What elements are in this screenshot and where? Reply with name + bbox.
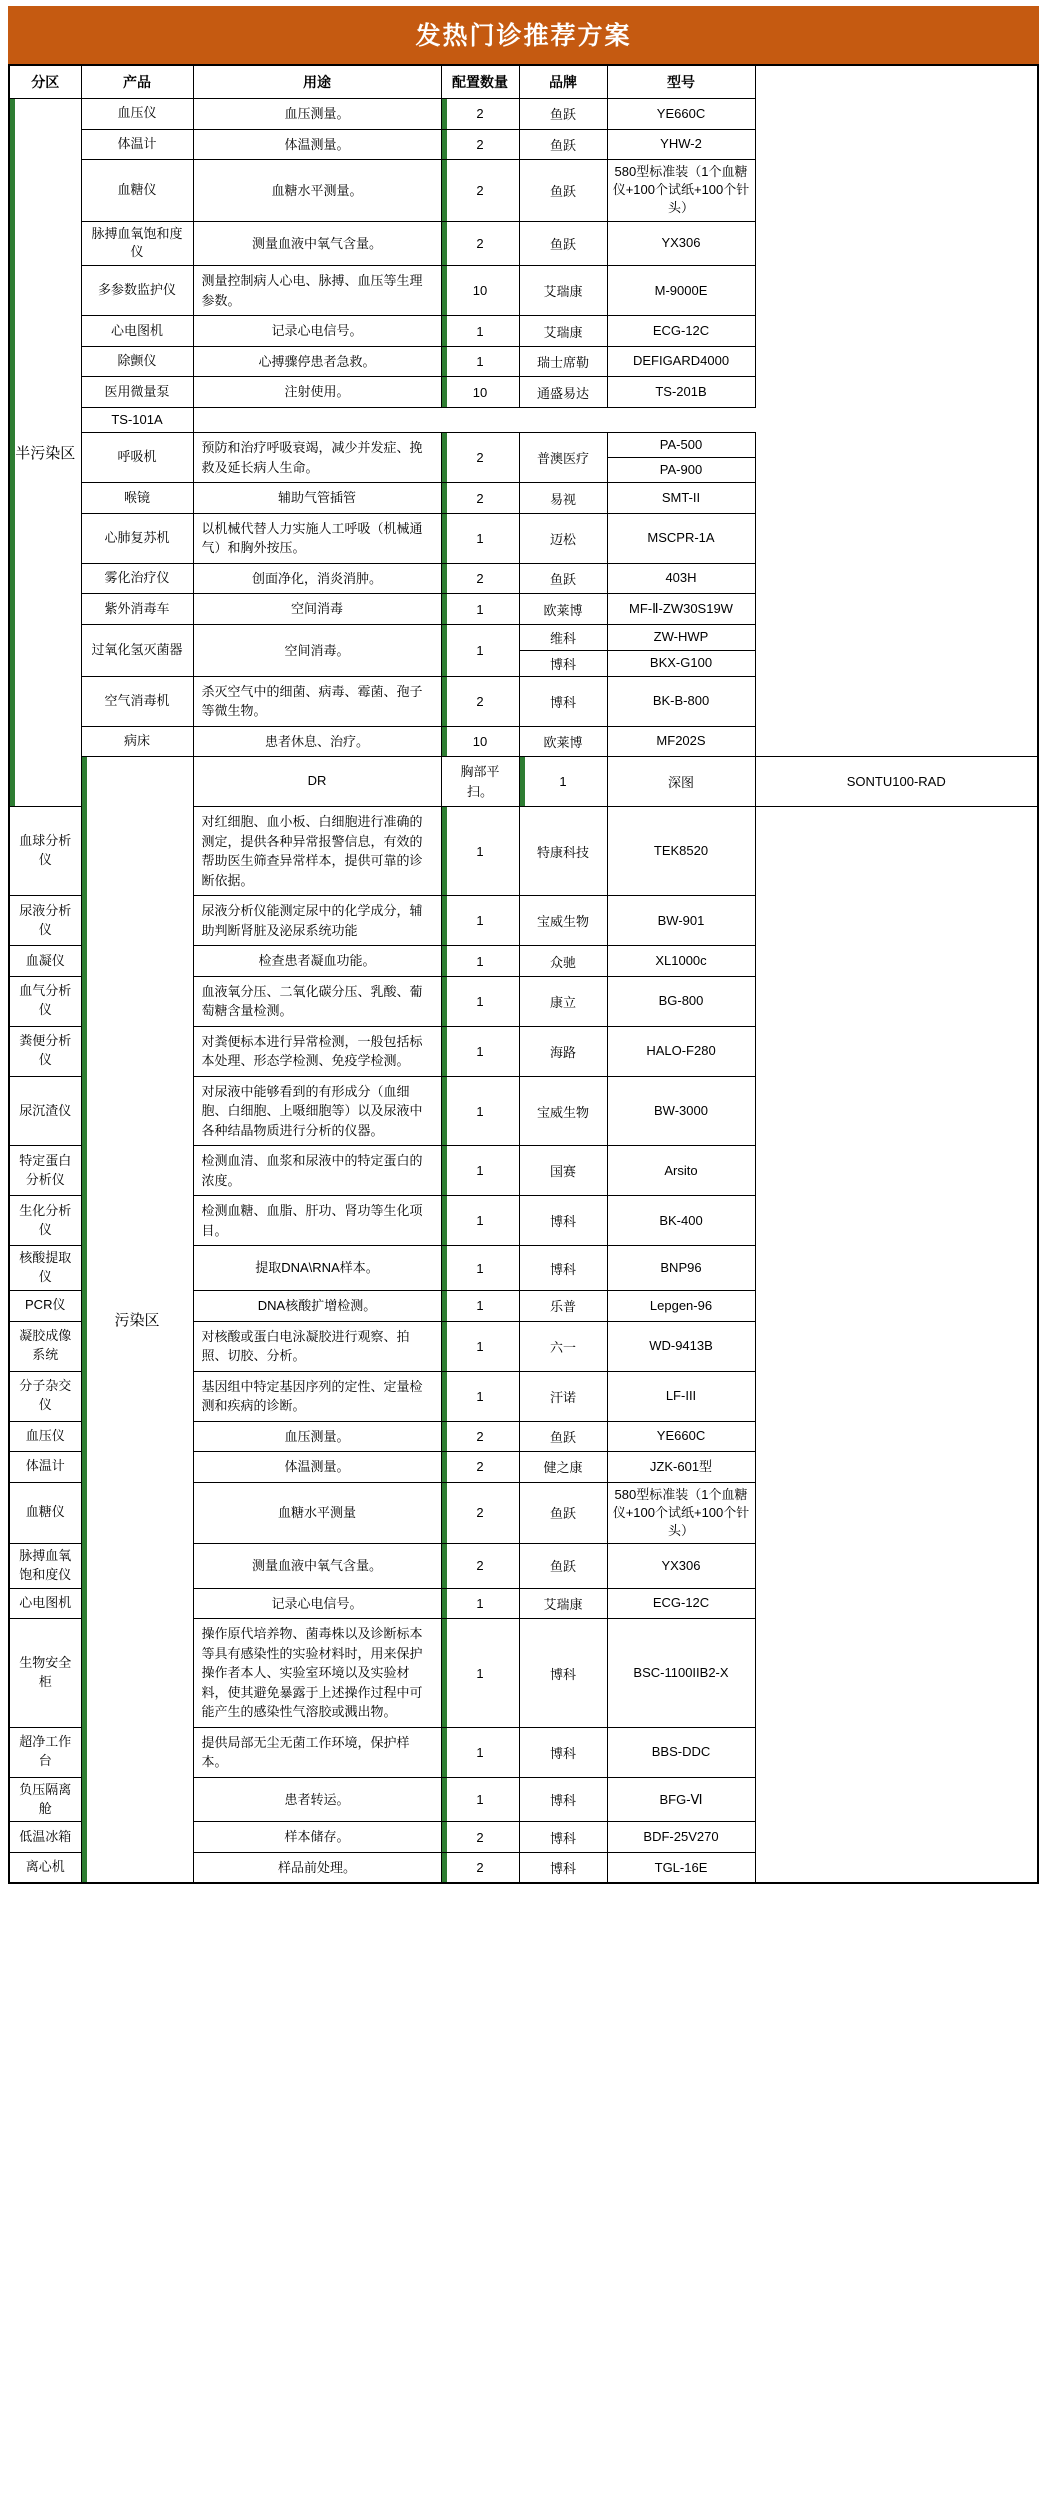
quantity-cell: 1: [441, 896, 519, 946]
table-body: [9, 99, 1038, 1884]
product-cell: 脉搏血氧饱和度仪: [81, 221, 193, 266]
brand-cell: 鱼跃: [519, 129, 607, 160]
quantity-cell: 2: [441, 221, 519, 266]
model-cell: BK-400: [607, 1196, 755, 1246]
quantity-cell: 1: [441, 1727, 519, 1777]
quantity-cell: 2: [441, 1421, 519, 1452]
quantity-cell: 1: [441, 1777, 519, 1822]
brand-cell: 博科: [519, 1196, 607, 1246]
quantity-cell: 1: [441, 976, 519, 1026]
quantity-cell: 1: [441, 1619, 519, 1728]
model-cell: 580型标准装（1个血糖仪+100个试纸+100个针头）: [607, 160, 755, 222]
brand-cell: 博科: [519, 676, 607, 726]
quantity-cell: 2: [441, 1452, 519, 1483]
model-cell: YE660C: [607, 99, 755, 130]
use-cell: DNA核酸扩增检测。: [193, 1291, 441, 1322]
quantity-cell: 10: [441, 726, 519, 757]
brand-cell: 迈松: [519, 513, 607, 563]
quantity-cell: 2: [441, 563, 519, 594]
model-cell: TS-201B: [607, 377, 755, 408]
model-cell: ECG-12C: [607, 1588, 755, 1619]
table-row: [9, 726, 1038, 757]
use-cell: 提供局部无尘无菌工作环境，保护样本。: [193, 1727, 441, 1777]
quantity-cell: 2: [441, 1544, 519, 1589]
use-cell: 检测血清、血浆和尿液中的特定蛋白的浓度。: [193, 1146, 441, 1196]
quantity-cell: 2: [441, 1482, 519, 1544]
brand-cell: 鱼跃: [519, 1421, 607, 1452]
product-cell: 血凝仪: [9, 946, 81, 977]
product-cell: 血气分析仪: [9, 976, 81, 1026]
quantity-cell: 2: [441, 99, 519, 130]
use-cell: 操作原代培养物、菌毒株以及诊断标本等具有感染性的实验材料时，用来保护操作者本人、实验室环境以及实验材料，使其避免暴露于上述操作过程中可能产生的感染性气溶胶或溅出物。: [193, 1619, 441, 1728]
brand-cell: 欧莱博: [519, 594, 607, 625]
model-cell: BSC-1100IIB2-X: [607, 1619, 755, 1728]
product-cell: 雾化治疗仪: [81, 563, 193, 594]
product-cell: 心电图机: [81, 316, 193, 347]
brand-cell: 宝威生物: [519, 896, 607, 946]
use-cell: 血压测量。: [193, 99, 441, 130]
product-cell: 医用微量泵: [81, 377, 193, 408]
brand-cell: 博科: [519, 1852, 607, 1883]
brand-cell: 博科: [519, 650, 607, 676]
product-cell: 病床: [81, 726, 193, 757]
use-cell: 对粪便标本进行异常检测，一般包括标本处理、形态学检测、免疫学检测。: [193, 1026, 441, 1076]
brand-cell: 海路: [519, 1026, 607, 1076]
use-cell: 检测血糖、血脂、肝功、肾功等生化项目。: [193, 1196, 441, 1246]
use-cell: 对核酸或蛋白电泳凝胶进行观察、拍照、切胶、分析。: [193, 1321, 441, 1371]
quantity-cell: 1: [441, 513, 519, 563]
model-cell: BFG-Ⅵ: [607, 1777, 755, 1822]
model-cell: TS-101A: [81, 407, 193, 432]
column-header-model: 型号: [607, 65, 755, 99]
brand-cell: 鱼跃: [519, 1482, 607, 1544]
use-cell: 样本储存。: [193, 1822, 441, 1853]
brand-cell: 博科: [519, 1777, 607, 1822]
model-cell: BKX-G100: [607, 650, 755, 676]
model-cell: YX306: [607, 221, 755, 266]
model-cell: PA-500: [607, 432, 755, 457]
quantity-cell: 2: [441, 129, 519, 160]
quantity-cell: 1: [441, 1146, 519, 1196]
brand-cell: 鱼跃: [519, 1544, 607, 1589]
product-cell: 生物安全柜: [9, 1619, 81, 1728]
brand-cell: 艾瑞康: [519, 1588, 607, 1619]
quantity-cell: 1: [441, 807, 519, 896]
use-cell: 血糖水平测量: [193, 1482, 441, 1544]
product-cell: 血糖仪: [81, 160, 193, 222]
use-cell: 血压测量。: [193, 1421, 441, 1452]
table-header-row: [9, 65, 1038, 99]
use-cell: 患者休息、治疗。: [193, 726, 441, 757]
product-cell: 超净工作台: [9, 1727, 81, 1777]
brand-cell: 康立: [519, 976, 607, 1026]
use-cell: 对尿液中能够看到的有形成分（血细胞、白细胞、上嗫细胞等）以及尿液中各种结晶物质进行分析的仪器。: [193, 1076, 441, 1146]
table-row: [9, 432, 1038, 457]
brand-cell: 通盛易达: [519, 377, 607, 408]
brand-cell: 宝威生物: [519, 1076, 607, 1146]
product-cell: 紫外消毒车: [81, 594, 193, 625]
brand-cell: 鱼跃: [519, 221, 607, 266]
model-cell: ECG-12C: [607, 316, 755, 347]
brand-cell: 健之康: [519, 1452, 607, 1483]
model-cell: YE660C: [607, 1421, 755, 1452]
product-cell: 脉搏血氧饱和度仪: [9, 1544, 81, 1589]
product-cell: 体温计: [9, 1452, 81, 1483]
table-row: [9, 594, 1038, 625]
column-header-zone: 分区: [9, 65, 81, 99]
model-cell: BG-800: [607, 976, 755, 1026]
model-cell: BDF-25V270: [607, 1822, 755, 1853]
column-header-brand: 品牌: [519, 65, 607, 99]
product-cell: 呼吸机: [81, 432, 193, 482]
brand-cell: 艾瑞康: [519, 316, 607, 347]
product-cell: 多参数监护仪: [81, 266, 193, 316]
brand-cell: 乐普: [519, 1291, 607, 1322]
brand-cell: 鱼跃: [519, 99, 607, 130]
table-row: [9, 513, 1038, 563]
brand-cell: 深图: [607, 757, 755, 807]
product-cell: 负压隔离舱: [9, 1777, 81, 1822]
use-cell: 注射使用。: [193, 377, 441, 408]
product-cell: 空气消毒机: [81, 676, 193, 726]
product-cell: 体温计: [81, 129, 193, 160]
column-header-product: 产品: [81, 65, 193, 99]
model-cell: WD-9413B: [607, 1321, 755, 1371]
model-cell: M-9000E: [607, 266, 755, 316]
table-row: [9, 624, 1038, 650]
model-cell: JZK-601型: [607, 1452, 755, 1483]
brand-cell: 六一: [519, 1321, 607, 1371]
model-cell: HALO-F280: [607, 1026, 755, 1076]
use-cell: 预防和治疗呼吸衰竭，减少并发症、挽救及延长病人生命。: [193, 432, 441, 482]
use-cell: 记录心电信号。: [193, 1588, 441, 1619]
brand-cell: 维科: [519, 624, 607, 650]
column-header-use: 用途: [193, 65, 441, 99]
quantity-cell: 2: [441, 432, 519, 482]
use-cell: 提取DNA\RNA样本。: [193, 1246, 441, 1291]
brand-cell: 瑞士席勒: [519, 346, 607, 377]
model-cell: TGL-16E: [607, 1852, 755, 1883]
product-cell: 喉镜: [81, 483, 193, 514]
model-cell: XL1000c: [607, 946, 755, 977]
brand-cell: 特康科技: [519, 807, 607, 896]
brand-cell: 众驰: [519, 946, 607, 977]
quantity-cell: 2: [441, 676, 519, 726]
table-row: [9, 316, 1038, 347]
model-cell: YHW-2: [607, 129, 755, 160]
product-cell: 分子杂交仪: [9, 1371, 81, 1421]
product-cell: 离心机: [9, 1852, 81, 1883]
quantity-cell: 2: [441, 160, 519, 222]
product-cell: 心电图机: [9, 1588, 81, 1619]
table-row: [9, 757, 1038, 807]
brand-cell: 国赛: [519, 1146, 607, 1196]
quantity-cell: 1: [441, 1321, 519, 1371]
model-cell: MF-Ⅱ-ZW30S19W: [607, 594, 755, 625]
quantity-cell: 10: [441, 266, 519, 316]
use-cell: 记录心电信号。: [193, 316, 441, 347]
quantity-cell: 2: [441, 1852, 519, 1883]
brand-cell: 博科: [519, 1727, 607, 1777]
use-cell: 创面净化，消炎消肿。: [193, 563, 441, 594]
brand-cell: 欧莱博: [519, 726, 607, 757]
use-cell: 基因组中特定基因序列的定性、定量检测和疾病的诊断。: [193, 1371, 441, 1421]
model-cell: BBS-DDC: [607, 1727, 755, 1777]
product-cell: 核酸提取仪: [9, 1246, 81, 1291]
model-cell: BW-3000: [607, 1076, 755, 1146]
quantity-cell: 1: [441, 1291, 519, 1322]
use-cell: 以机械代替人力实施人工呼吸（机械通气）和胸外按压。: [193, 513, 441, 563]
brand-cell: 鱼跃: [519, 563, 607, 594]
column-header-qty: 配置数量: [441, 65, 519, 99]
model-cell: MF202S: [607, 726, 755, 757]
use-cell: 测量血液中氧气含量。: [193, 221, 441, 266]
model-cell: YX306: [607, 1544, 755, 1589]
model-cell: BNP96: [607, 1246, 755, 1291]
model-cell: TEK8520: [607, 807, 755, 896]
table-row: [9, 99, 1038, 130]
product-cell: 生化分析仪: [9, 1196, 81, 1246]
quantity-cell: 1: [441, 1076, 519, 1146]
product-cell: 血糖仪: [9, 1482, 81, 1544]
use-cell: 对红细胞、血小板、白细胞进行准确的测定，提供各种异常报警信息，有效的帮助医生筛查异常样本，提供可靠的诊断依据。: [193, 807, 441, 896]
brand-cell: 博科: [519, 1619, 607, 1728]
use-cell: 血糖水平测量。: [193, 160, 441, 222]
use-cell: 测量控制病人心电、脉搏、血压等生理参数。: [193, 266, 441, 316]
quantity-cell: 1: [441, 1026, 519, 1076]
use-cell: 心搏骤停患者急救。: [193, 346, 441, 377]
model-cell: 580型标准装（1个血糖仪+100个试纸+100个针头）: [607, 1482, 755, 1544]
product-cell: 心肺复苏机: [81, 513, 193, 563]
zone-cell: 半污染区: [9, 99, 81, 807]
product-cell: PCR仪: [9, 1291, 81, 1322]
product-cell: 过氧化氢灭菌器: [81, 624, 193, 676]
product-cell: 尿沉渣仪: [9, 1076, 81, 1146]
use-cell: 检查患者凝血功能。: [193, 946, 441, 977]
quantity-cell: 1: [441, 624, 519, 676]
use-cell: 杀灭空气中的细菌、病毒、霉菌、孢子等微生物。: [193, 676, 441, 726]
product-cell: 血压仪: [81, 99, 193, 130]
zone-cell: 污染区: [81, 757, 193, 1884]
quantity-cell: 1: [441, 1246, 519, 1291]
quantity-cell: 1: [519, 757, 607, 807]
brand-cell: 鱼跃: [519, 160, 607, 222]
use-cell: 空间消毒: [193, 594, 441, 625]
brand-cell: 易视: [519, 483, 607, 514]
model-cell: 403H: [607, 563, 755, 594]
table-row: [9, 377, 1038, 408]
brand-cell: 艾瑞康: [519, 266, 607, 316]
table-row: [9, 129, 1038, 160]
brand-cell: 博科: [519, 1822, 607, 1853]
use-cell: 体温测量。: [193, 129, 441, 160]
use-cell: 患者转运。: [193, 1777, 441, 1822]
product-cell: 除颤仪: [81, 346, 193, 377]
model-cell: LF-III: [607, 1371, 755, 1421]
use-cell: 胸部平扫。: [441, 757, 519, 807]
use-cell: 空间消毒。: [193, 624, 441, 676]
model-cell: SONTU100-RAD: [755, 757, 1038, 807]
use-cell: 测量血液中氧气含量。: [193, 1544, 441, 1589]
table-row: [9, 266, 1038, 316]
use-cell: 尿液分析仪能测定尿中的化学成分，辅助判断肾脏及泌尿系统功能: [193, 896, 441, 946]
table-row: [9, 346, 1038, 377]
model-cell: Lepgen-96: [607, 1291, 755, 1322]
model-cell: MSCPR-1A: [607, 513, 755, 563]
product-cell: 凝胶成像系统: [9, 1321, 81, 1371]
page-title: 发热门诊推荐方案: [8, 6, 1039, 64]
model-cell: PA-900: [607, 458, 755, 483]
quantity-cell: 1: [441, 346, 519, 377]
table-row: [9, 407, 1038, 432]
product-cell: 血球分析仪: [9, 807, 81, 896]
quantity-cell: 1: [441, 1588, 519, 1619]
quantity-cell: 1: [441, 1371, 519, 1421]
brand-cell: 普澳医疗: [519, 432, 607, 482]
quantity-cell: 2: [441, 483, 519, 514]
equipment-table: [8, 64, 1039, 1884]
quantity-cell: 1: [441, 946, 519, 977]
table-row: [9, 483, 1038, 514]
quantity-cell: 2: [441, 1822, 519, 1853]
brand-cell: 汗诺: [519, 1371, 607, 1421]
table-row: [9, 676, 1038, 726]
quantity-cell: 1: [441, 1196, 519, 1246]
product-cell: 低温冰箱: [9, 1822, 81, 1853]
product-cell: 尿液分析仪: [9, 896, 81, 946]
model-cell: ZW-HWP: [607, 624, 755, 650]
brand-cell: 博科: [519, 1246, 607, 1291]
product-cell: DR: [193, 757, 441, 807]
use-cell: 样品前处理。: [193, 1852, 441, 1883]
model-cell: SMT-II: [607, 483, 755, 514]
product-cell: 血压仪: [9, 1421, 81, 1452]
table-row: [9, 563, 1038, 594]
quantity-cell: 1: [441, 594, 519, 625]
use-cell: 体温测量。: [193, 1452, 441, 1483]
product-cell: 粪便分析仪: [9, 1026, 81, 1076]
use-cell: 辅助气管插管: [193, 483, 441, 514]
product-cell: 特定蛋白分析仪: [9, 1146, 81, 1196]
table-row: [9, 160, 1038, 222]
model-cell: DEFIGARD4000: [607, 346, 755, 377]
model-cell: Arsito: [607, 1146, 755, 1196]
quantity-cell: 10: [441, 377, 519, 408]
model-cell: BW-901: [607, 896, 755, 946]
quantity-cell: 1: [441, 316, 519, 347]
use-cell: 血液氧分压、二氧化碳分压、乳酸、葡萄糖含量检测。: [193, 976, 441, 1026]
model-cell: BK-B-800: [607, 676, 755, 726]
table-row: [9, 221, 1038, 266]
